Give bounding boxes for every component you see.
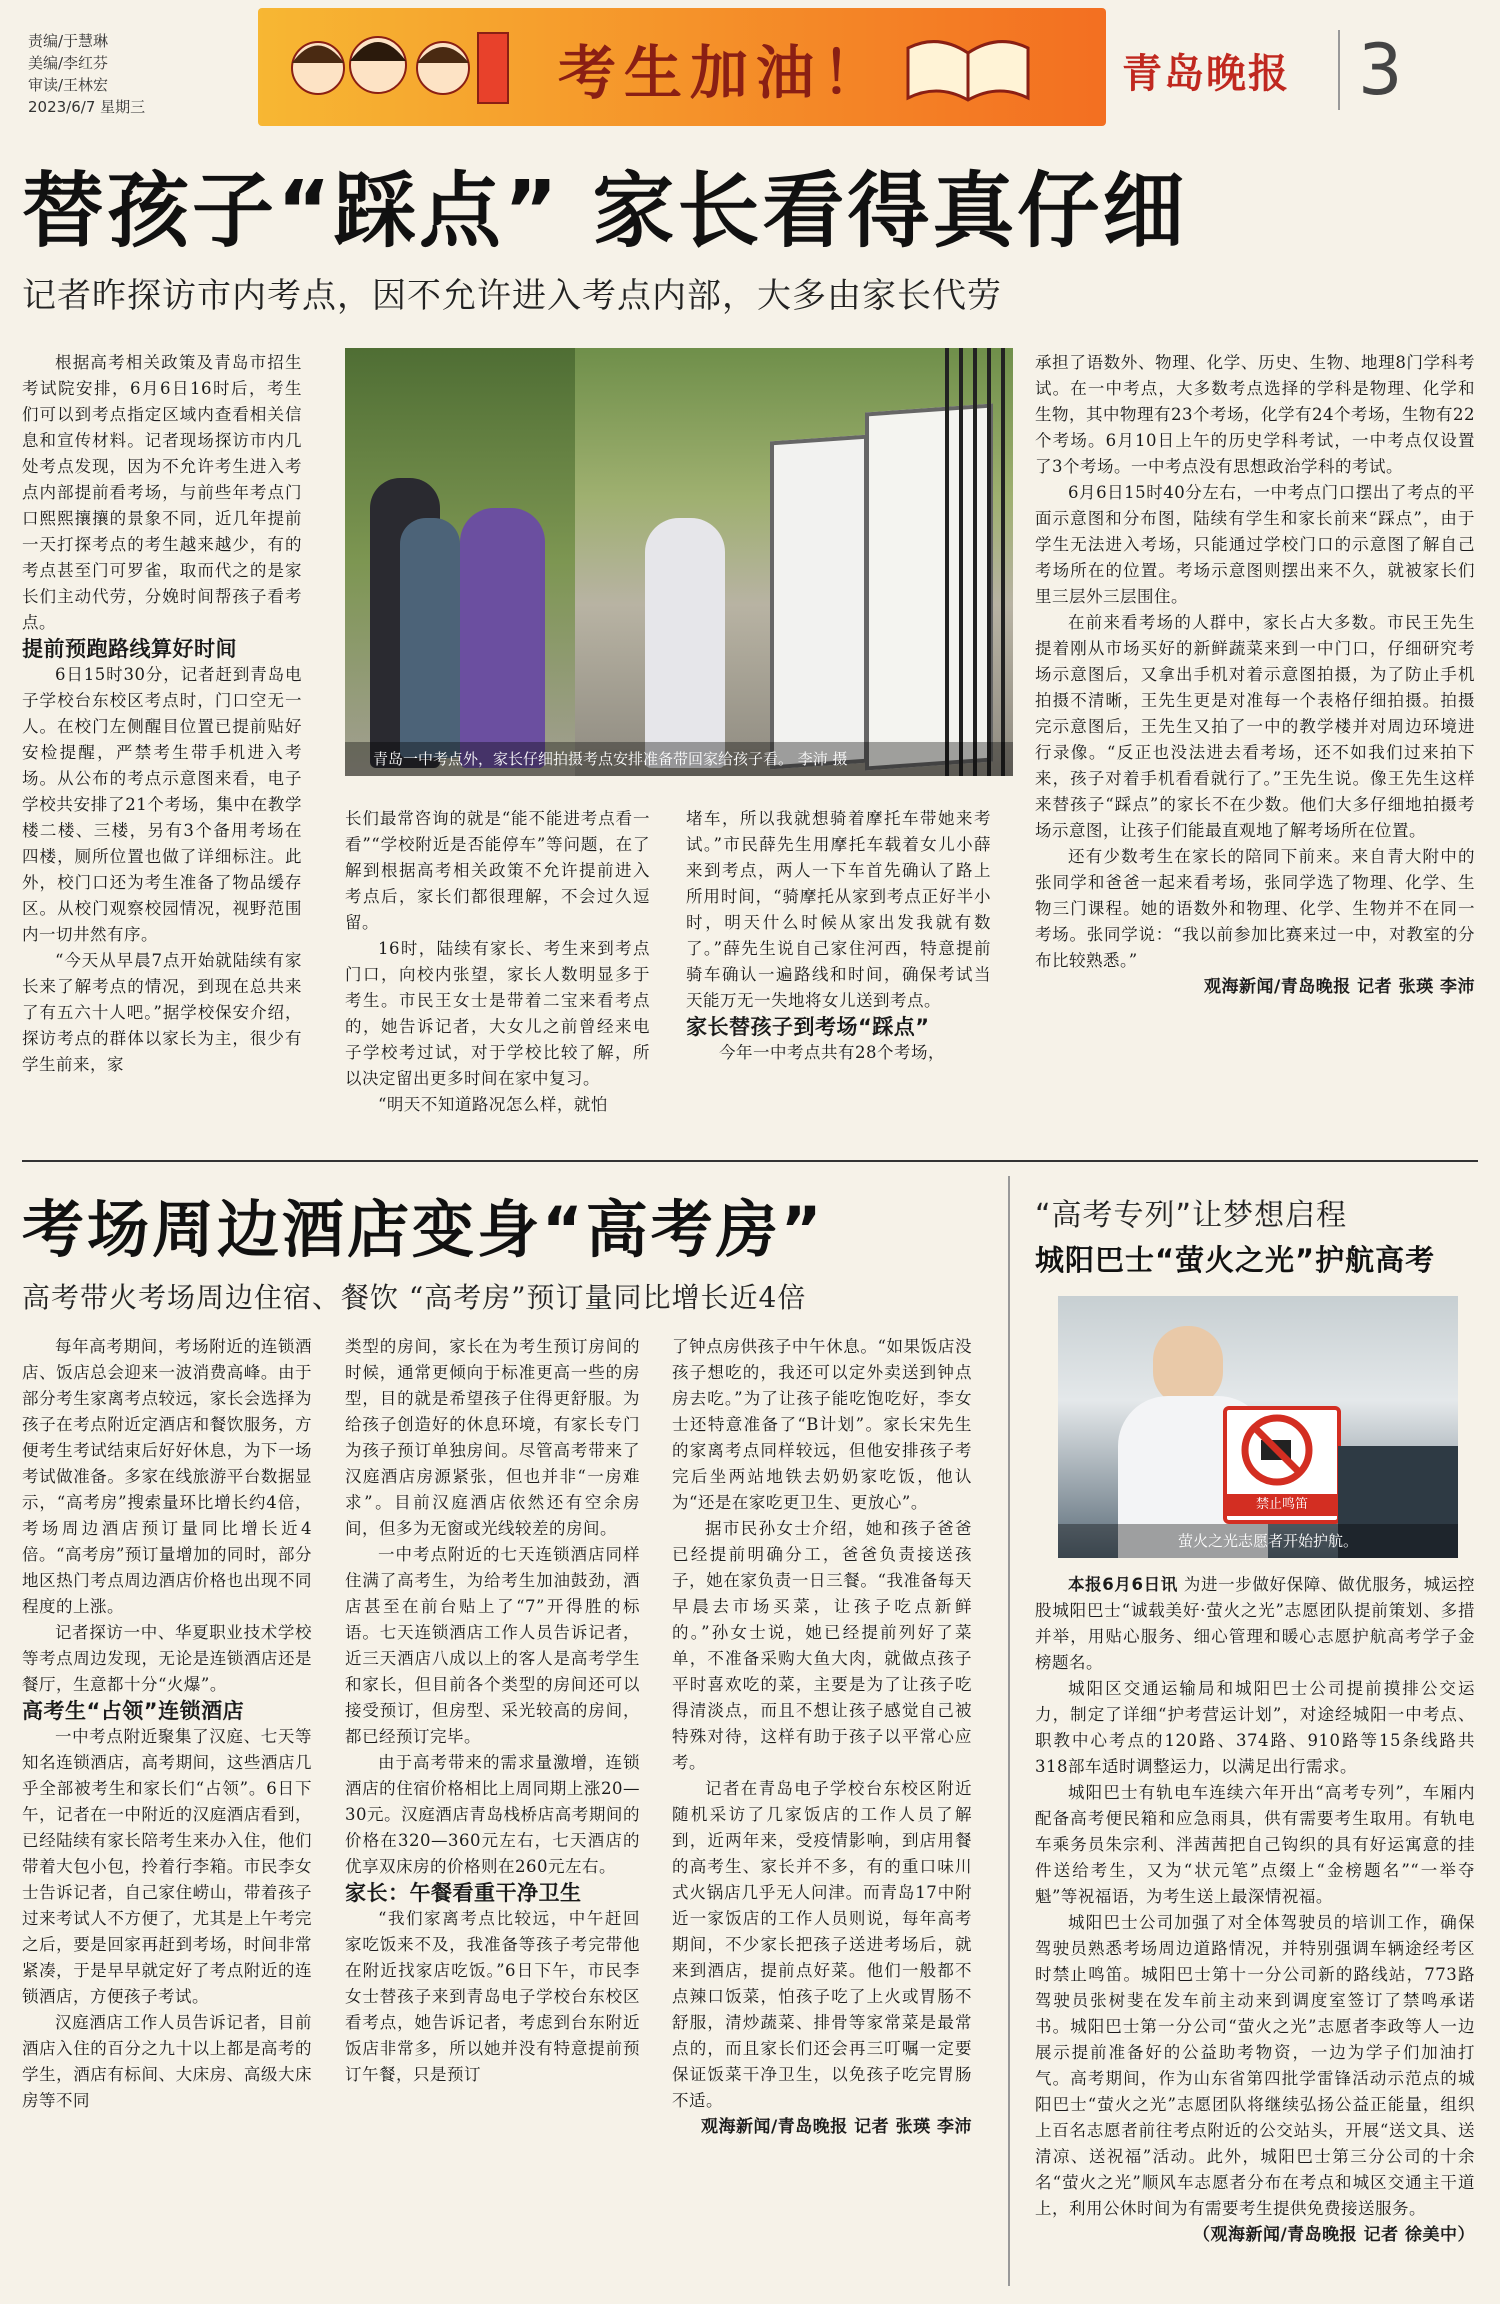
lead-text: 为进一步做好保障、做优服务，城运控股城阳巴士“诚载美好·萤火之光”志愿团队提前策划、多措并举，用贴心服务、细心管理和暖心志愿护航高考学子金榜题名。: [1035, 1575, 1475, 1672]
story1-column-2: [345, 806, 650, 1118]
open-book-icon: [898, 28, 1038, 108]
paragraph: 还有少数考生在家长的陪同下前来。来自青大附中的张同学和爸爸一起来看考场，张同学选了物理、化学、生物三门课程。她的语数外和物理、化学、生物并不在同一考场。张同学说：“我以前参加比赛来过一中，对教室的分布比较熟悉。”: [1035, 847, 1475, 970]
story2-subtitle: 高考带火考场周边住宿、餐饮 “高考房”预订量同比增长近4倍: [22, 1281, 807, 1314]
story1-column-4: [1035, 350, 1475, 1000]
paragraph: 城阳区交通运输局和城阳巴士公司提前摸排公交运力，制定了详细“护考营运计划”，对途经城阳一中考点、职教中心考点的120路、374路、910路等15条线路共318部车适时调整运力，以满足出行需求。: [1035, 1679, 1475, 1776]
story1-subhead-1: 提前预跑路线算好时间: [22, 637, 237, 661]
paragraph: 每年高考期间，考场附近的连锁酒店、饭店总会迎来一波消费高峰。由于部分考生家离考点较远，家长会选择为孩子在考点附近定酒店和餐饮服务，方便考生考试结束后好好休息，为下一场考试做准备。多家在线旅游平台数据显示，“高考房”搜索量环比增长约4倍，考场周边酒店预订量同比增长近4倍。“高考房”预订量增加的同时，部分地区热门考点周边酒店价格也出现不同程度的上涨。: [22, 1337, 312, 1616]
credit-line: 审读/王林宏: [28, 76, 109, 94]
story1-subhead-2: 家长替孩子到考场“踩点”: [686, 1015, 930, 1039]
paragraph: 记者在青岛电子学校台东校区附近随机采访了几家饭店的工作人员了解到，近两年来，受疫情影响，到店用餐的高考生、家长并不多，有的重口味川式火锅店几乎无人问津。而青岛17中附近一家饭店的工作人员则说，每年高考期间，不少家长把孩子送进考场后，就来到酒店，提前点好菜。他们一般都不点辣口饭菜，怕孩子吃了上火或胃肠不舒服，清炒蔬菜、排骨等家常菜是最常点的，而且家长们还会再三叮嘱一定要保证饭菜干净卫生，以免孩子吃完胃肠不适。: [672, 1779, 972, 2110]
paragraph: 长们最常咨询的就是“能不能进考点看一看”“学校附近是否能停车”等问题，在了解到根据高考相关政策不允许提前进入考点后，家长们都很理解，不会过久逗留。: [345, 809, 650, 932]
paragraph: 6月6日15时40分左右，一中考点门口摆出了考点的平面示意图和分布图，陆续有学生和家长前来“踩点”，由于学生无法进入考场，只能通过学校门口的示意图了解自己考场所在的位置。考场示意图则摆出来不久，就被家长们里三层外三层围住。: [1035, 483, 1475, 606]
story3-byline: （观海新闻/青岛晚报 记者 徐美中）: [1192, 2225, 1475, 2245]
dateline: 本报6月6日讯: [1068, 1575, 1178, 1594]
page-number: 3: [1338, 30, 1403, 110]
story2-subhead-2: 家长：午餐看重干净卫生: [345, 1881, 582, 1905]
paragraph: “我们家离考点比较远，中午赶回家吃饭来不及，我准备等孩子考完带他在附近找家店吃饭。”6日下午，市民李女士替孩子来到青岛电子学校台东校区看考点，她告诉记者，考虑到台东附近饭店非常多，所以她并没有特意提前预订午餐，只是预订: [345, 1909, 640, 2084]
story1-subtitle: 记者昨探访市内考点，因不允许进入考点内部，大多由家长代劳: [22, 276, 1002, 316]
story1-photo: [345, 348, 1013, 776]
issue-date: 2023/6/7 星期三: [28, 98, 146, 116]
story1-byline: 观海新闻/青岛晚报 记者 张瑛 李沛: [1204, 977, 1475, 997]
paragraph: 汉庭酒店工作人员告诉记者，目前酒店入住的百分之九十以上都是高考的学生，酒店有标间、大床房、高级大床房等不同: [22, 2013, 312, 2110]
story1-headline: 替孩子“踩点” 家长看得真仔细: [22, 164, 1188, 259]
paragraph: 今年一中考点共有28个考场，: [719, 1043, 945, 1062]
credit-line: 责编/于慧琳: [28, 32, 109, 50]
paragraph: 一中考点附近聚集了汉庭、七天等知名连锁酒店，高考期间，这些酒店几乎全部被考生和家长们“占领”。6日下午，记者在一中附近的汉庭酒店看到，已经陆续有家长陪考生来办入住，他们带着大包小包，拎着行李箱。市民李女士告诉记者，自己家住崂山，带着孩子过来考试人不方便了，尤其是上午考完之后，要是回家再赶到考场，时间非常紧凑，于是早早就定好了考点附近的连锁酒店，方便孩子考试。: [22, 1727, 312, 2006]
story3-body: [1035, 1572, 1475, 2248]
paragraph: 根据高考相关政策及青岛市招生考试院安排，6月6日16时后，考生们可以到考点指定区域内查看相关信息和宣传材料。记者现场探访市内几处考点发现，因为不允许考生进入考点内部提前看考场，与前些年考点门口熙熙攘攘的景象不同，近几年提前一天打探考点的考生越来越少，有的考点甚至门可罗雀，取而代之的是家长们主动代劳，分娩时间帮孩子看考点。: [22, 353, 302, 632]
paragraph: 承担了语数外、物理、化学、历史、生物、地理8门学科考试。在一中考点，大多数考点选择的学科是物理、化学和生物，其中物理有23个考场，化学有24个考场，生物有22个考场。6月10日上午的历史学科考试，一中考点仅设置了3个考场。一中考点没有思想政治学科的考试。: [1035, 353, 1475, 476]
paragraph: 6日15时30分，记者赶到青岛电子学校台东校区考点时，门口空无一人。在校门左侧醒目位置已提前贴好安检提醒，严禁考生带手机进入考场。从公布的考点示意图来看，电子学校共安排了21个考场，集中在教学楼二楼、三楼，另有3个备用考场在四楼，厕所位置也做了详细标注。此外，校门口还为考生准备了物品缓存区。从校门观察校园情况，视野范围内一切井然有序。: [22, 665, 302, 944]
story1-photo-caption: 青岛一中考点外，家长仔细拍摄考点安排准备带回家给孩子看。 李沛 摄: [345, 742, 1013, 776]
sign-label: 禁止鸣笛: [1227, 1494, 1337, 1516]
cartoon-kids-icon: [278, 23, 518, 113]
editor-credits: [28, 30, 145, 118]
column-divider: [1008, 1176, 1010, 2286]
no-horn-sign: [1223, 1406, 1341, 1524]
paragraph: 城阳巴士公司加强了对全体驾驶员的培训工作，确保驾驶员熟悉考场周边道路情况，并特别强调车辆途经考区时禁止鸣笛。城阳巴士第十一分公司新的路线站，773路驾驶员张树斐在发车前主动来到调度室签订了禁鸣承诺书。城阳巴士第一分公司“萤火之光”志愿者李政等人一边展示提前准备好的公益助考物资，一边为学子们加油打气。高考期间，作为山东省第四批学雷锋活动示范点的城阳巴士“萤火之光”志愿团队将继续弘扬公益正能量，组织上百名志愿者前往考点附近的公交站头，开展“送文具、送清凉、送祝福”活动。此外，城阳巴士第三分公司的十余名“萤火之光”顺风车志愿者分布在考点和城区交通主干道上，利用公休时间为有需要考生提供免费接送服务。: [1035, 1913, 1475, 2218]
story2-column-2: [345, 1334, 640, 2088]
credit-line: 美编/李红芬: [28, 54, 109, 72]
story1-column-3: [686, 806, 991, 1066]
paragraph: “明天不知道路况怎么样，就怕: [378, 1095, 608, 1114]
paragraph: 堵车，所以我就想骑着摩托车带她来考试。”市民薛先生用摩托车载着女儿小薛来到考点，两人一下车首先确认了路上所用时间，“骑摩托从家到考点正好半小时，明天什么时候从家出发我就有数了。”薛先生说自己家住河西，特意提前骑车确认一遍路线和时间，确保考试当天能万无一失地将女儿送到考点。: [686, 809, 991, 1010]
story3-photo-caption: 萤火之光志愿者开始护航。: [1058, 1524, 1458, 1558]
exam-cheer-banner: [258, 8, 1106, 126]
paragraph: 城阳巴士有轨电车连续六年开出“高考专列”，车厢内配备高考便民箱和应急雨具，供有需要考生取用。有轨电车乘务员朱宗利、泮茜茜把自己钩织的具有好运寓意的挂件送给考生，又为“状元笔”点缀上“金榜题名”“一举夺魁”等祝福语，为考生送上最深情祝福。: [1035, 1783, 1475, 1906]
paragraph: 了钟点房供孩子中午休息。“如果饭店没孩子想吃的，我还可以定外卖送到钟点房去吃。”为了让孩子能吃饱吃好，李女士还特意准备了“B计划”。家长宋先生的家离考点同样较远，但他安排孩子考完后坐两站地铁去奶奶家吃饭，他认为“还是在家吃更卫生、更放心”。: [672, 1337, 972, 1512]
paragraph: 一中考点附近的七天连锁酒店同样住满了高考生，为给考生加油鼓劲，酒店甚至在前台贴上了“7”开得胜的标语。七天连锁酒店工作人员告诉记者，近三天酒店八成以上的客人是高考学生和家长，但目前各个类型的房间还可以接受预订，但房型、采光较高的房间，都已经预订完毕。: [345, 1545, 640, 1746]
paragraph: 在前来看考场的人群中，家长占大多数。市民王先生提着刚从市场买好的新鲜蔬菜来到一中门口，仔细研究考场示意图后，又拿出手机对着示意图拍摄，为了防止手机拍摄不清晰，王先生更是对准每一个表格仔细拍摄。拍摄完示意图后，王先生又拍了一中的教学楼并对周边环境进行录像。“反正也没法进去看考场，还不如我们过来拍下来，孩子对着手机看看就行了。”王先生说。像王先生这样来替孩子“踩点”的家长不在少数。他们大多仔细地拍摄考场示意图，让孩子们能最直观地了解考场所在位置。: [1035, 613, 1475, 840]
story3-headline: 城阳巴士“萤火之光”护航高考: [1035, 1243, 1436, 1277]
story2-subhead-1: 高考生“占领”连锁酒店: [22, 1699, 245, 1723]
story2-column-1: [22, 1334, 312, 2114]
paragraph: 类型的房间，家长在为考生预订房间的时候，通常更倾向于标准更高一些的房型，目的就是希望孩子住得更舒服。为给孩子创造好的休息环境，有家长专门为孩子预订单独房间。尽管高考带来了汉庭酒店房源紧张，但也并非“一房难求”。目前汉庭酒店依然还有空余房间，但多为无窗或光线较差的房间。: [345, 1337, 640, 1538]
story3-photo: [1058, 1296, 1458, 1558]
paragraph: 记者探访一中、华夏职业技术学校等考点周边发现，无论是连锁酒店还是餐厅，生意都十分“火爆”。: [22, 1623, 312, 1694]
section-divider: [22, 1160, 1478, 1162]
newspaper-masthead: 青岛晚报: [1122, 50, 1290, 97]
no-honking-icon: [1227, 1410, 1327, 1490]
paragraph: 据市民孙女士介绍，她和孩子爸爸已经提前明确分工，爸爸负责接送孩子，她在家负责一日三餐。“我准备每天早晨去市场买菜，让孩子吃点新鲜的。”孙女士说，她已经提前列好了菜单，不准备采购大鱼大肉，就做点孩子平时喜欢吃的菜，主要是为了让孩子吃得清淡点，而且不想让孩子感觉自己被特殊对待，这样有助于孩子以平常心应考。: [672, 1519, 972, 1772]
paragraph: 16时，陆续有家长、考生来到考点门口，向校内张望，家长人数明显多于考生。市民王女士是带着二宝来看考点的，她告诉记者，大女儿之前曾经来电子学校考过试，对于学校比较了解，所以决定留出更多时间在家中复习。: [345, 939, 650, 1088]
story3-kicker: “高考专列”让梦想启程: [1035, 1198, 1348, 1233]
story2-byline: 观海新闻/青岛晚报 记者 张瑛 李沛: [701, 2117, 972, 2137]
story2-headline: 考场周边酒店变身“高考房”: [22, 1193, 825, 1266]
paragraph: “今天从早晨7点开始就陆续有家长来了解考点的情况，到现在总共来了有五六十人吧。”据学校保安介绍，探访考点的群体以家长为主，很少有学生前来，家: [22, 951, 302, 1074]
story1-column-1: [22, 350, 302, 1078]
paragraph: 由于高考带来的需求量激增，连锁酒店的住宿价格相比上周同期上涨20—30元。汉庭酒店青岛栈桥店高考期间的价格在320—360元左右，七天酒店的优享双床房的价格则在260元左右。: [345, 1753, 640, 1876]
story2-column-3: [672, 1334, 972, 2140]
paragraph: [1035, 1572, 1475, 1676]
banner-slogan: 考生加油！: [558, 39, 889, 107]
